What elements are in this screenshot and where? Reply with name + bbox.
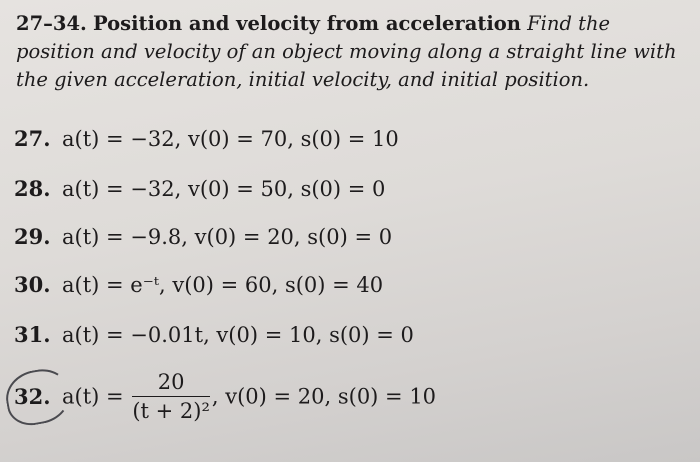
problem-lhs: a(t) = <box>62 384 124 409</box>
problem-29 <box>14 224 392 249</box>
problem-number: 29. <box>14 224 51 249</box>
problem-expression: a(t) = −32, v(0) = 70, s(0) = 10 <box>62 127 399 151</box>
problem-expression: a(t) = e⁻ᵗ, v(0) = 60, s(0) = 40 <box>62 273 384 297</box>
problem-number: 32. <box>14 384 51 409</box>
section-header <box>16 10 686 94</box>
problem-expression: a(t) = −32, v(0) = 50, s(0) = 0 <box>62 177 386 201</box>
problem-31 <box>14 322 414 347</box>
problem-32 <box>14 370 436 423</box>
fraction-numerator: 20 <box>132 370 210 397</box>
section-title: Position and velocity from acceleration <box>93 12 521 35</box>
problem-number: 28. <box>14 176 51 201</box>
problem-range: 27–34. <box>16 12 87 35</box>
problem-expression: a(t) = −0.01t, v(0) = 10, s(0) = 0 <box>62 323 414 347</box>
section-instructions: Find the position and velocity of an object moving along a straight line with the given acceleration, initial velocity, and initial position. <box>16 12 677 91</box>
fraction-denominator: (t + 2)² <box>132 399 210 423</box>
problem-expression: a(t) = −9.8, v(0) = 20, s(0) = 0 <box>62 225 393 249</box>
problem-number: 31. <box>14 322 51 347</box>
acceleration-fraction <box>132 370 210 423</box>
problem-27 <box>14 126 399 151</box>
problem-number: 30. <box>14 272 51 297</box>
problem-30 <box>14 272 383 297</box>
problem-28 <box>14 176 385 201</box>
problem-number: 27. <box>14 126 51 151</box>
problem-initial-conditions: , v(0) = 20, s(0) = 10 <box>211 384 437 409</box>
